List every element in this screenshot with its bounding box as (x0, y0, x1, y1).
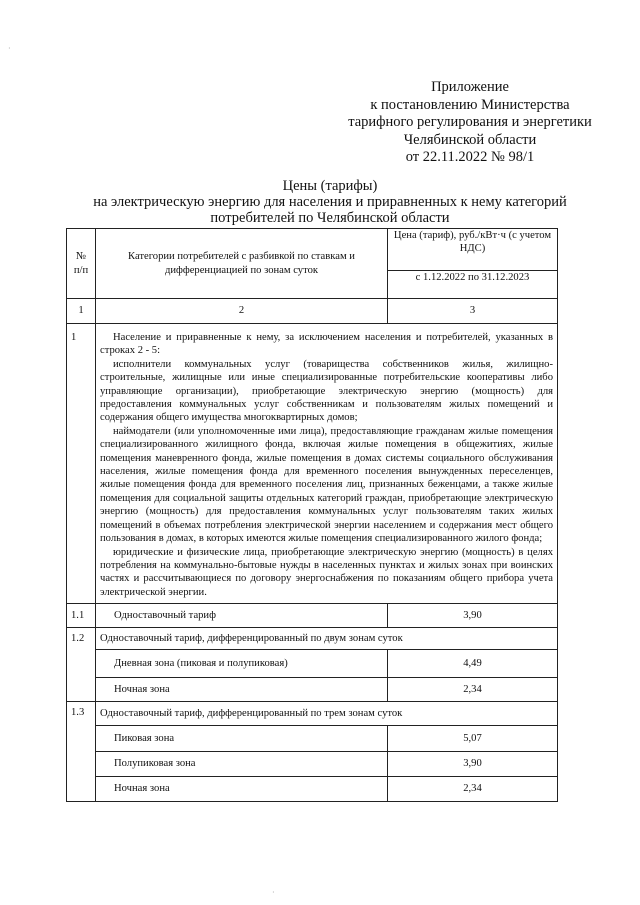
zone-name: Ночная зона (96, 678, 388, 702)
zone-price: 5,07 (388, 726, 558, 752)
row-name: Одноставочный тариф (96, 604, 388, 628)
header-category: Категории потребителей с разбивкой по ставкам и дифференциацией по зонам суток (96, 229, 388, 299)
title-line: потребителей по Челябинской области (210, 210, 450, 226)
row-num: 1.3 (67, 702, 96, 802)
scan-artifact: · (272, 888, 275, 897)
zone-name: Пиковая зона (96, 726, 388, 752)
row-num: 1.1 (67, 604, 96, 628)
approval-line: к постановлению Министерства (370, 96, 570, 113)
zone-price: 2,34 (388, 678, 558, 702)
row-num: 1.2 (67, 628, 96, 702)
zone-price: 2,34 (388, 777, 558, 802)
header-price: Цена (тариф), руб./кВт·ч (с учетом НДС) (388, 229, 558, 271)
zone-price: 4,49 (388, 650, 558, 678)
table-header-row (67, 229, 558, 271)
zone-name: Полупиковая зона (96, 752, 388, 777)
row-price: 3,90 (388, 604, 558, 628)
table-row (67, 678, 558, 702)
approval-line: Приложение (431, 79, 509, 95)
colnum-3: 3 (388, 299, 558, 324)
header-period: с 1.12.2022 по 31.12.2023 (388, 271, 558, 299)
section-1-paragraph: юридические и физические лица, приобретающие электрическую энергию (мощность) в целях потребления на коммунально-бытовые нужды в населенных пунктах и жилых зонах при воинских частях и рассчитывающиеся по договору энергоснабжения по показаниям общего прибора учета электрической энергии. (100, 546, 553, 598)
section-1-paragraph: наймодатели (или уполномоченные ими лица), предоставляющие гражданам жилые помещения специализированного жилищного фонда, включая жилые помещения в общежитиях, жилые помещения маневренного фонда, жилые помещения в домах системы социального обслуживания населения, жилые помещения фонда для временного поселения вынужденных переселенцев, жилые помещения фонда для временного поселения лиц, признанных беженцами, а также жилые помещения для социальной защиты отдельных категорий граждан, приобретающие электрическую энергию (мощность) для предоставления коммунальных услуг пользователям таких жилых помещений в объемах потребления электрической энергии населением и содержания мест общего пользования в домах, в которых имеются жилые помещения специализированного жилого фонда; (100, 425, 553, 545)
title-line: на электрическую энергию для населения и приравненных к нему категорий (93, 194, 567, 210)
column-numbers-row (67, 299, 558, 324)
approval-line: Челябинской области (403, 131, 537, 148)
title-line: Цены (тарифы) (282, 178, 378, 194)
table-row (67, 702, 558, 726)
header-num: № п/п (67, 229, 96, 299)
colnum-2: 2 (96, 299, 388, 324)
approval-block (320, 79, 620, 167)
table-row (67, 628, 558, 650)
table-row (67, 604, 558, 628)
approval-date-number: от 22.11.2022 № 98/1 (405, 149, 535, 165)
row-name: Одноставочный тариф, дифференцированный по двум зонам суток (96, 628, 558, 650)
table-row (67, 752, 558, 777)
row-name: Одноставочный тариф, дифференцированный по трем зонам суток (96, 702, 558, 726)
approval-line: тарифного регулирования и энергетики (348, 114, 592, 130)
tariff-table (66, 228, 558, 802)
section-1-num: 1 (67, 324, 96, 604)
zone-price: 3,90 (388, 752, 558, 777)
scan-artifact: · (8, 44, 11, 53)
zone-name: Дневная зона (пиковая и полупиковая) (96, 650, 388, 678)
section-1-paragraph: Население и приравненные к нему, за исключением населения и потребителей, указанных в строках 2 - 5: (100, 332, 553, 357)
table-row (67, 650, 558, 678)
section-1-row (67, 324, 558, 604)
colnum-1: 1 (67, 299, 96, 324)
table-row (67, 726, 558, 752)
document-title (70, 178, 590, 226)
section-1-paragraph: исполнители коммунальных услуг (товарищества собственников жилья, жилищно-строительные, жилищные или иные специализированные потребительские кооперативы либо управляющие организации), приобретающие электрическую энергию (мощность) для предоставления коммунальных услуг собственникам и пользователям жилых помещений и содержания общего имущества многоквартирных домов; (100, 358, 553, 424)
zone-name: Ночная зона (96, 777, 388, 802)
table-row (67, 777, 558, 802)
section-1-description (96, 324, 558, 604)
